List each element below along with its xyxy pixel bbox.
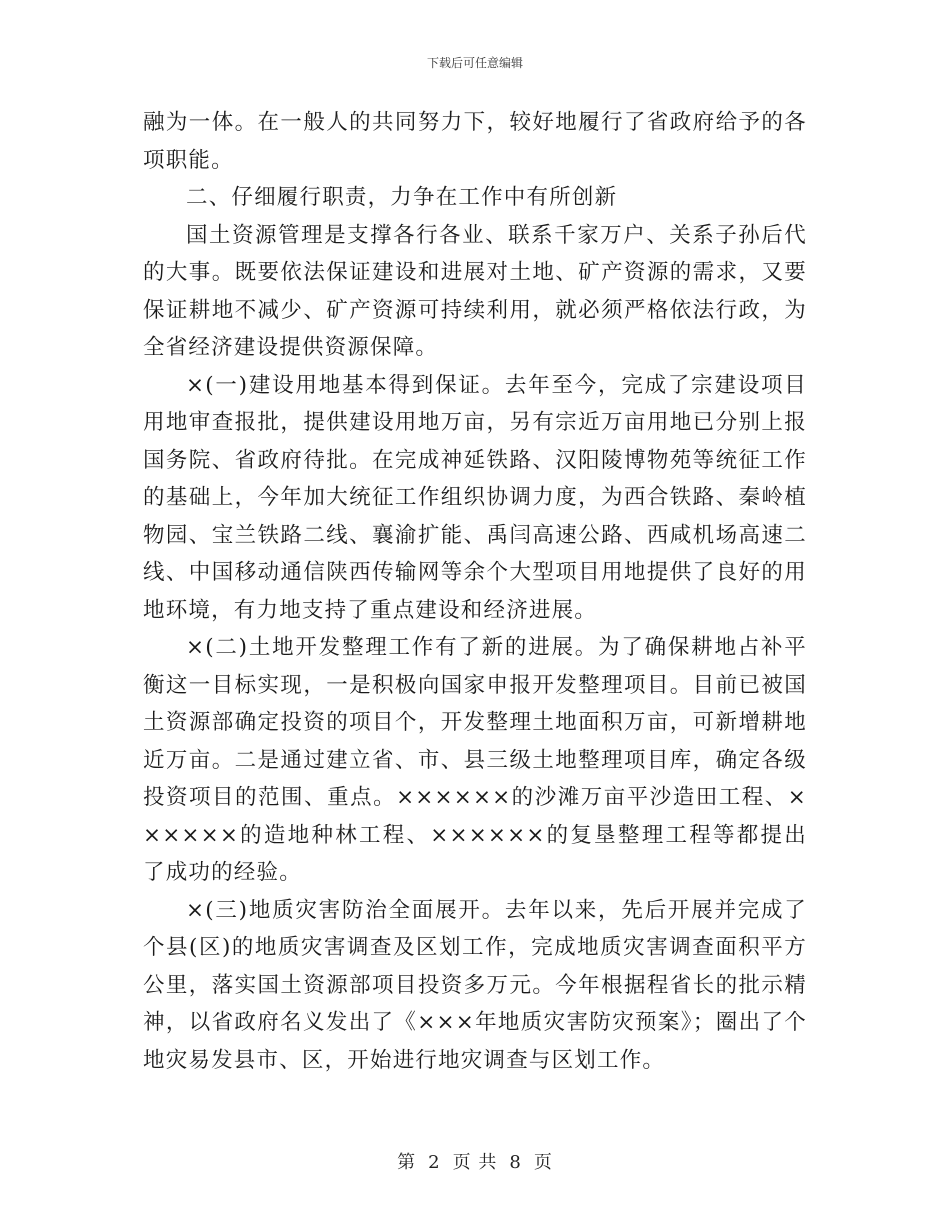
footer-total-pages: 8 [509,1152,522,1173]
paragraph-continuation: 融为一体。在一般人的共同努力下，较好地履行了省政府给予的各项职能。 [143,110,807,173]
section-heading: 二、仔细履行职责，力争在工作中有所创新 [186,185,618,210]
paragraph-item-3: ×(三)地质灾害防治全面展开。去年以来，先后开展并完成了个县(区)的地质灾害调查及区划工作，完成地质灾害调查面积平方公里，落实国土资源部项目投资多万元。今年根据程省长的批示精神，以省政府名义发出了《×××年地质灾害防灾预案》；圈出了个地灾易发县市、区，开始进行地灾调查与区划工作。 [143,897,807,1073]
footer-prefix: 第 [397,1152,417,1173]
footer-middle: 页 共 [452,1152,498,1173]
paragraph-intro: 国土资源管理是支撑各行各业、联系千家万户、关系子孙后代的大事。既要依法保证建设和进展对土地、矿产资源的需求，又要保证耕地不减少、矿产资源可持续利用，就必须严格依法行政，为全省经济建设提供资源保障。 [143,222,807,360]
header-note: 下载后可任意编辑 [426,56,523,70]
paragraph-item-1: ×(一)建设用地基本得到保证。去年至今，完成了宗建设项目用地审查报批，提供建设用地万亩，另有宗近万亩用地已分别上报国务院、省政府待批。在完成神延铁路、汉阳陵博物苑等统征工作的基础上，今年加大统征工作组织协调力度，为西合铁路、秦岭植物园、宝兰铁路二线、襄渝扩能、禹闫高速公路、西咸机场高速二线、中国移动通信陕西传输网等余个大型项目用地提供了良好的用地环境，有力地支持了重点建设和经济进展。 [143,372,807,623]
paragraph-item-2: ×(二)土地开发整理工作有了新的进展。为了确保耕地占补平衡这一目标实现，一是积极向国家申报开发整理项目。目前已被国土资源部确定投资的项目个，开发整理土地面积万亩，可新增耕地近万亩。二是通过建立省、市、县三级土地整理项目库，确定各级投资项目的范围、重点。××××××的沙滩万亩平沙造田工程、××××××的造地种林工程、××××××的复垦整理工程等都提出了成功的经验。 [143,635,807,885]
document-body [143,104,807,1079]
footer-suffix: 页 [533,1152,553,1173]
footer-current-page: 2 [428,1152,441,1173]
page-number-footer [0,1148,950,1174]
